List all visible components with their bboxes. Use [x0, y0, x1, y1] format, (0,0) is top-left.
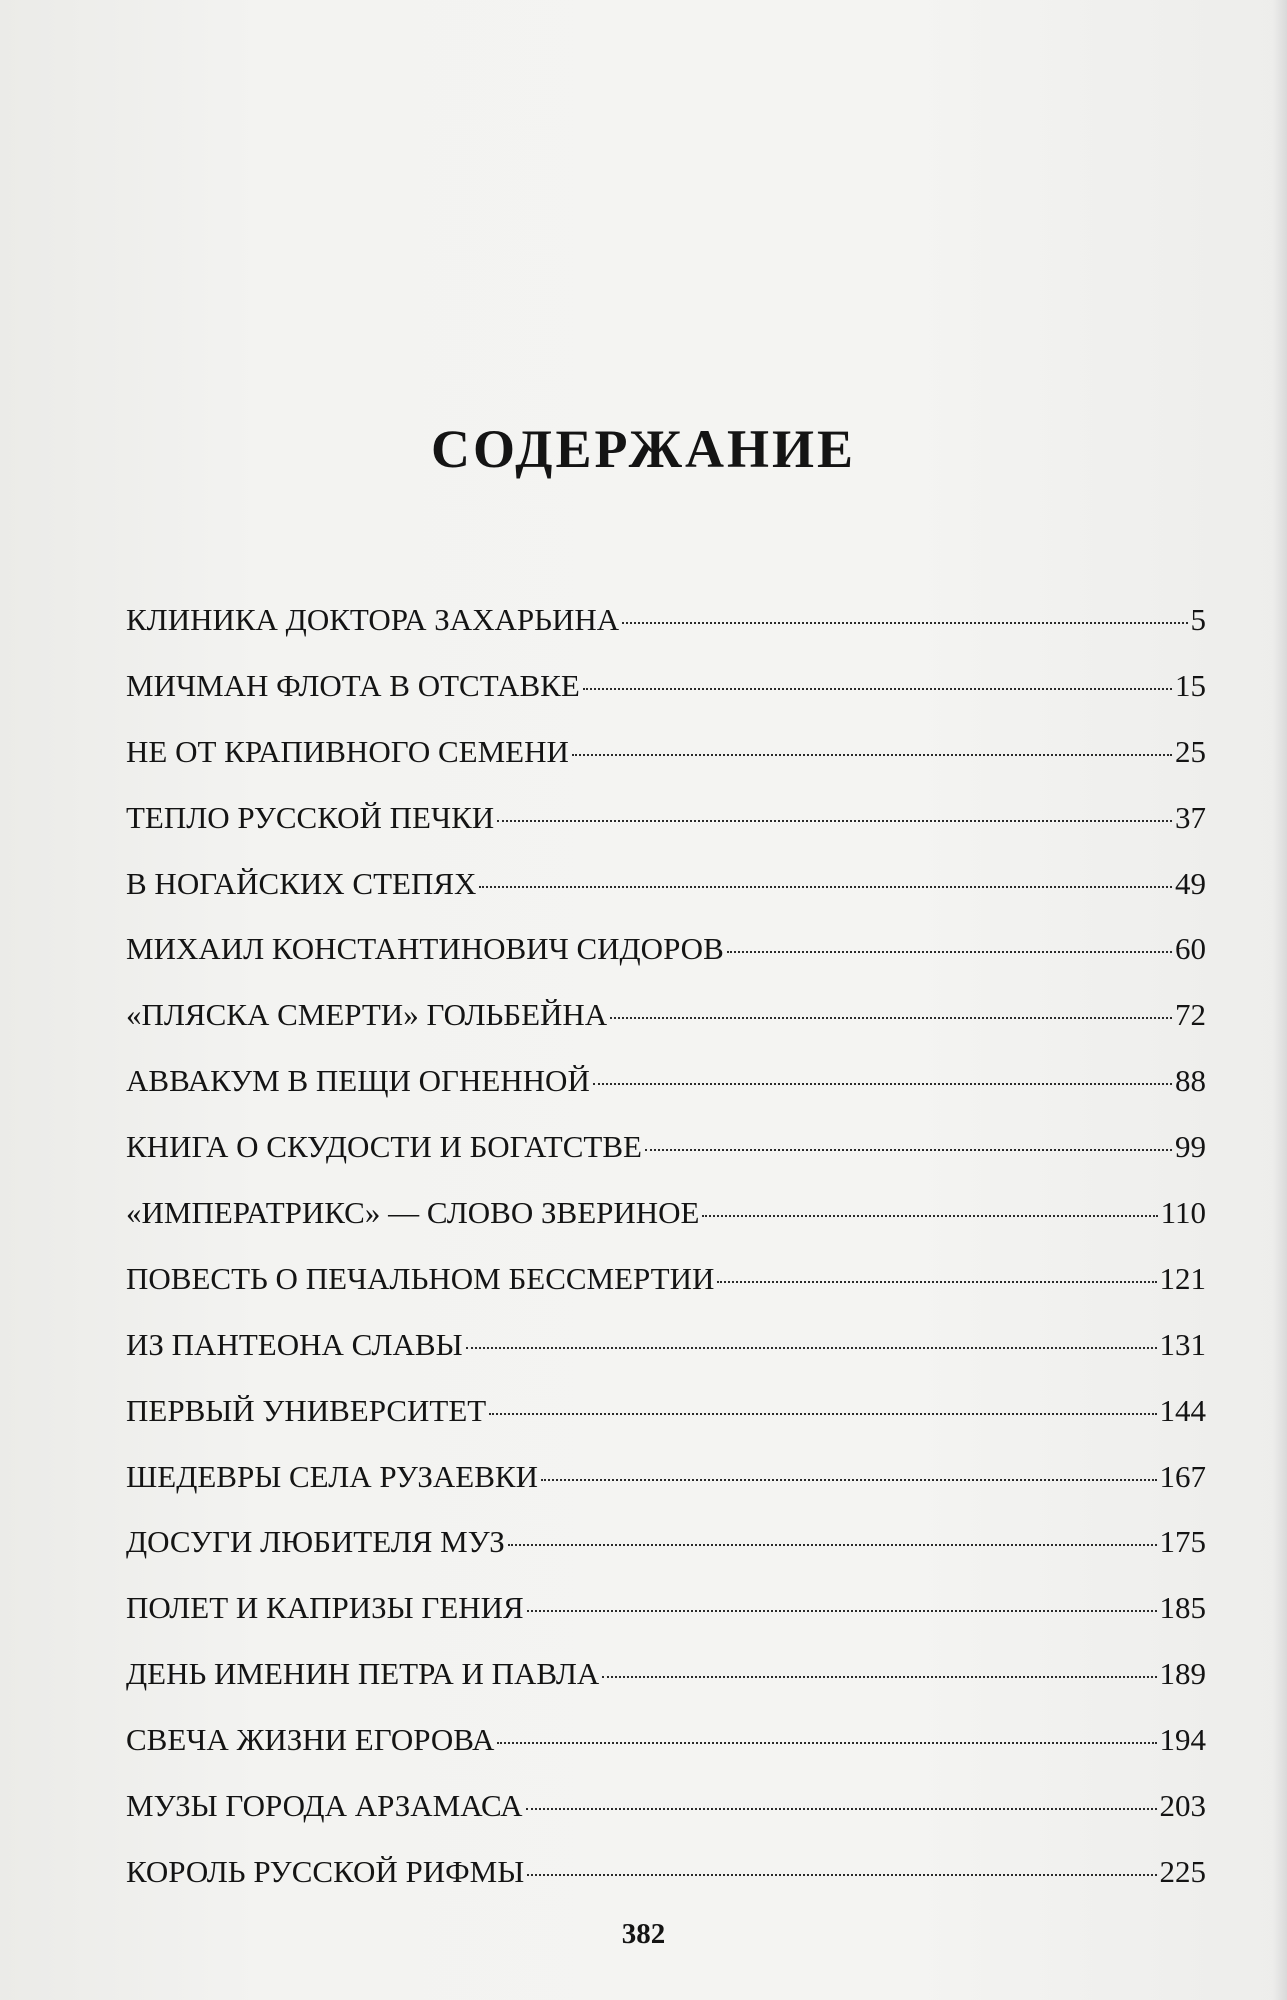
toc-entry-page: 121 — [1159, 1260, 1206, 1296]
dot-leader — [541, 1479, 1157, 1481]
toc-entry — [126, 600, 1206, 666]
page-title: СОДЕРЖАНИЕ — [431, 419, 856, 479]
toc-entry-page: 5 — [1190, 602, 1206, 637]
toc-entry — [126, 929, 1206, 995]
toc-entry — [126, 1522, 1206, 1588]
dot-leader — [497, 1742, 1156, 1744]
toc-entry — [126, 995, 1206, 1061]
toc-entry-title: ШЕДЕВРЫ СЕЛА РУЗАЕВКИ — [126, 1458, 538, 1494]
toc-entry-page: 72 — [1175, 997, 1206, 1033]
toc-entry — [126, 798, 1206, 864]
toc-entry — [126, 1325, 1206, 1391]
toc-entry — [126, 864, 1206, 930]
toc-entry — [126, 1786, 1206, 1852]
toc-entry-title: «ПЛЯСКА СМЕРТИ» ГОЛЬБЕЙНА — [126, 997, 608, 1033]
toc-entry — [126, 1654, 1206, 1720]
toc-entry-title: МУЗЫ ГОРОДА АРЗАМАСА — [126, 1788, 523, 1824]
toc-entry-title: ДОСУГИ ЛЮБИТЕЛЯ МУЗ — [126, 1524, 505, 1560]
dot-leader — [622, 622, 1187, 624]
toc-entry-title: ПОЛЕТ И КАПРИЗЫ ГЕНИЯ — [126, 1590, 524, 1626]
dot-leader — [526, 1808, 1157, 1810]
table-of-contents — [126, 600, 1206, 1918]
toc-entry — [126, 1852, 1206, 1918]
dot-leader — [610, 1017, 1172, 1019]
dot-leader — [583, 688, 1172, 690]
toc-entry-title: ИЗ ПАНТЕОНА СЛАВЫ — [126, 1326, 463, 1362]
dot-leader — [527, 1610, 1157, 1612]
toc-entry-title: АВВАКУМ В ПЕЩИ ОГНЕННОЙ — [126, 1063, 590, 1099]
toc-entry-page: 110 — [1160, 1195, 1206, 1231]
dot-leader — [527, 1874, 1156, 1876]
toc-entry-page: 131 — [1159, 1326, 1206, 1362]
toc-entry-page: 60 — [1175, 931, 1206, 967]
toc-entry-page: 88 — [1175, 1063, 1206, 1099]
toc-entry-title: В НОГАЙСКИХ СТЕПЯХ — [126, 865, 477, 901]
toc-entry — [126, 1193, 1206, 1259]
toc-entry-page: 167 — [1159, 1458, 1206, 1494]
dot-leader — [727, 951, 1172, 953]
toc-entry — [126, 1259, 1206, 1325]
toc-entry — [126, 732, 1206, 798]
dot-leader — [702, 1215, 1157, 1217]
toc-entry — [126, 1457, 1206, 1523]
toc-entry-page: 25 — [1175, 733, 1206, 769]
toc-entry-title: «ИМПЕРАТРИКС» — СЛОВО ЗВЕРИНОЕ — [126, 1195, 700, 1231]
toc-entry-page: 37 — [1175, 799, 1206, 835]
dot-leader — [489, 1413, 1156, 1415]
toc-entry-page: 225 — [1159, 1853, 1206, 1889]
toc-entry — [126, 666, 1206, 732]
toc-entry-page: 15 — [1175, 667, 1206, 703]
toc-entry-title: МИХАИЛ КОНСТАНТИНОВИЧ СИДОРОВ — [126, 931, 724, 967]
toc-entry-title: ПЕРВЫЙ УНИВЕРСИТЕТ — [126, 1392, 487, 1428]
toc-entry-title: КНИГА О СКУДОСТИ И БОГАТСТВЕ — [126, 1129, 642, 1165]
toc-entry-title: НЕ ОТ КРАПИВНОГО СЕМЕНИ — [126, 733, 569, 769]
toc-entry-title: КОРОЛЬ РУССКОЙ РИФМЫ — [126, 1853, 525, 1889]
dot-leader — [479, 886, 1172, 888]
toc-entry-page: 99 — [1175, 1129, 1206, 1165]
toc-entry — [126, 1061, 1206, 1127]
toc-entry-title: ТЕПЛО РУССКОЙ ПЕЧКИ — [126, 799, 495, 835]
toc-entry-title: ДЕНЬ ИМЕНИН ПЕТРА И ПАВЛА — [126, 1656, 600, 1692]
dot-leader — [466, 1347, 1157, 1349]
toc-entry-page: 194 — [1159, 1722, 1206, 1758]
page-number: 382 — [621, 1918, 666, 1950]
dot-leader — [593, 1083, 1172, 1085]
dot-leader — [497, 820, 1172, 822]
toc-entry-page: 144 — [1159, 1392, 1206, 1428]
toc-entry-page: 203 — [1159, 1788, 1206, 1824]
dot-leader — [717, 1281, 1156, 1283]
dot-leader — [572, 754, 1172, 756]
toc-entry-page: 189 — [1159, 1656, 1206, 1692]
toc-entry — [126, 1588, 1206, 1654]
page-edge-shadow — [1273, 0, 1287, 2000]
dot-leader — [602, 1676, 1156, 1678]
dot-leader — [508, 1544, 1157, 1546]
toc-entry — [126, 1720, 1206, 1786]
toc-entry-title: ПОВЕСТЬ О ПЕЧАЛЬНОМ БЕССМЕРТИИ — [126, 1260, 715, 1296]
toc-entry-title: СВЕЧА ЖИЗНИ ЕГОРОВА — [126, 1722, 495, 1758]
toc-entry-page: 49 — [1175, 865, 1206, 901]
dot-leader — [645, 1149, 1172, 1151]
toc-entry-title: КЛИНИКА ДОКТОРА ЗАХАРЬИНА — [126, 602, 620, 637]
toc-entry-title: МИЧМАН ФЛОТА В ОТСТАВКЕ — [126, 667, 580, 703]
toc-entry — [126, 1391, 1206, 1457]
toc-entry-page: 175 — [1159, 1524, 1206, 1560]
toc-entry-page: 185 — [1159, 1590, 1206, 1626]
toc-entry — [126, 1127, 1206, 1193]
